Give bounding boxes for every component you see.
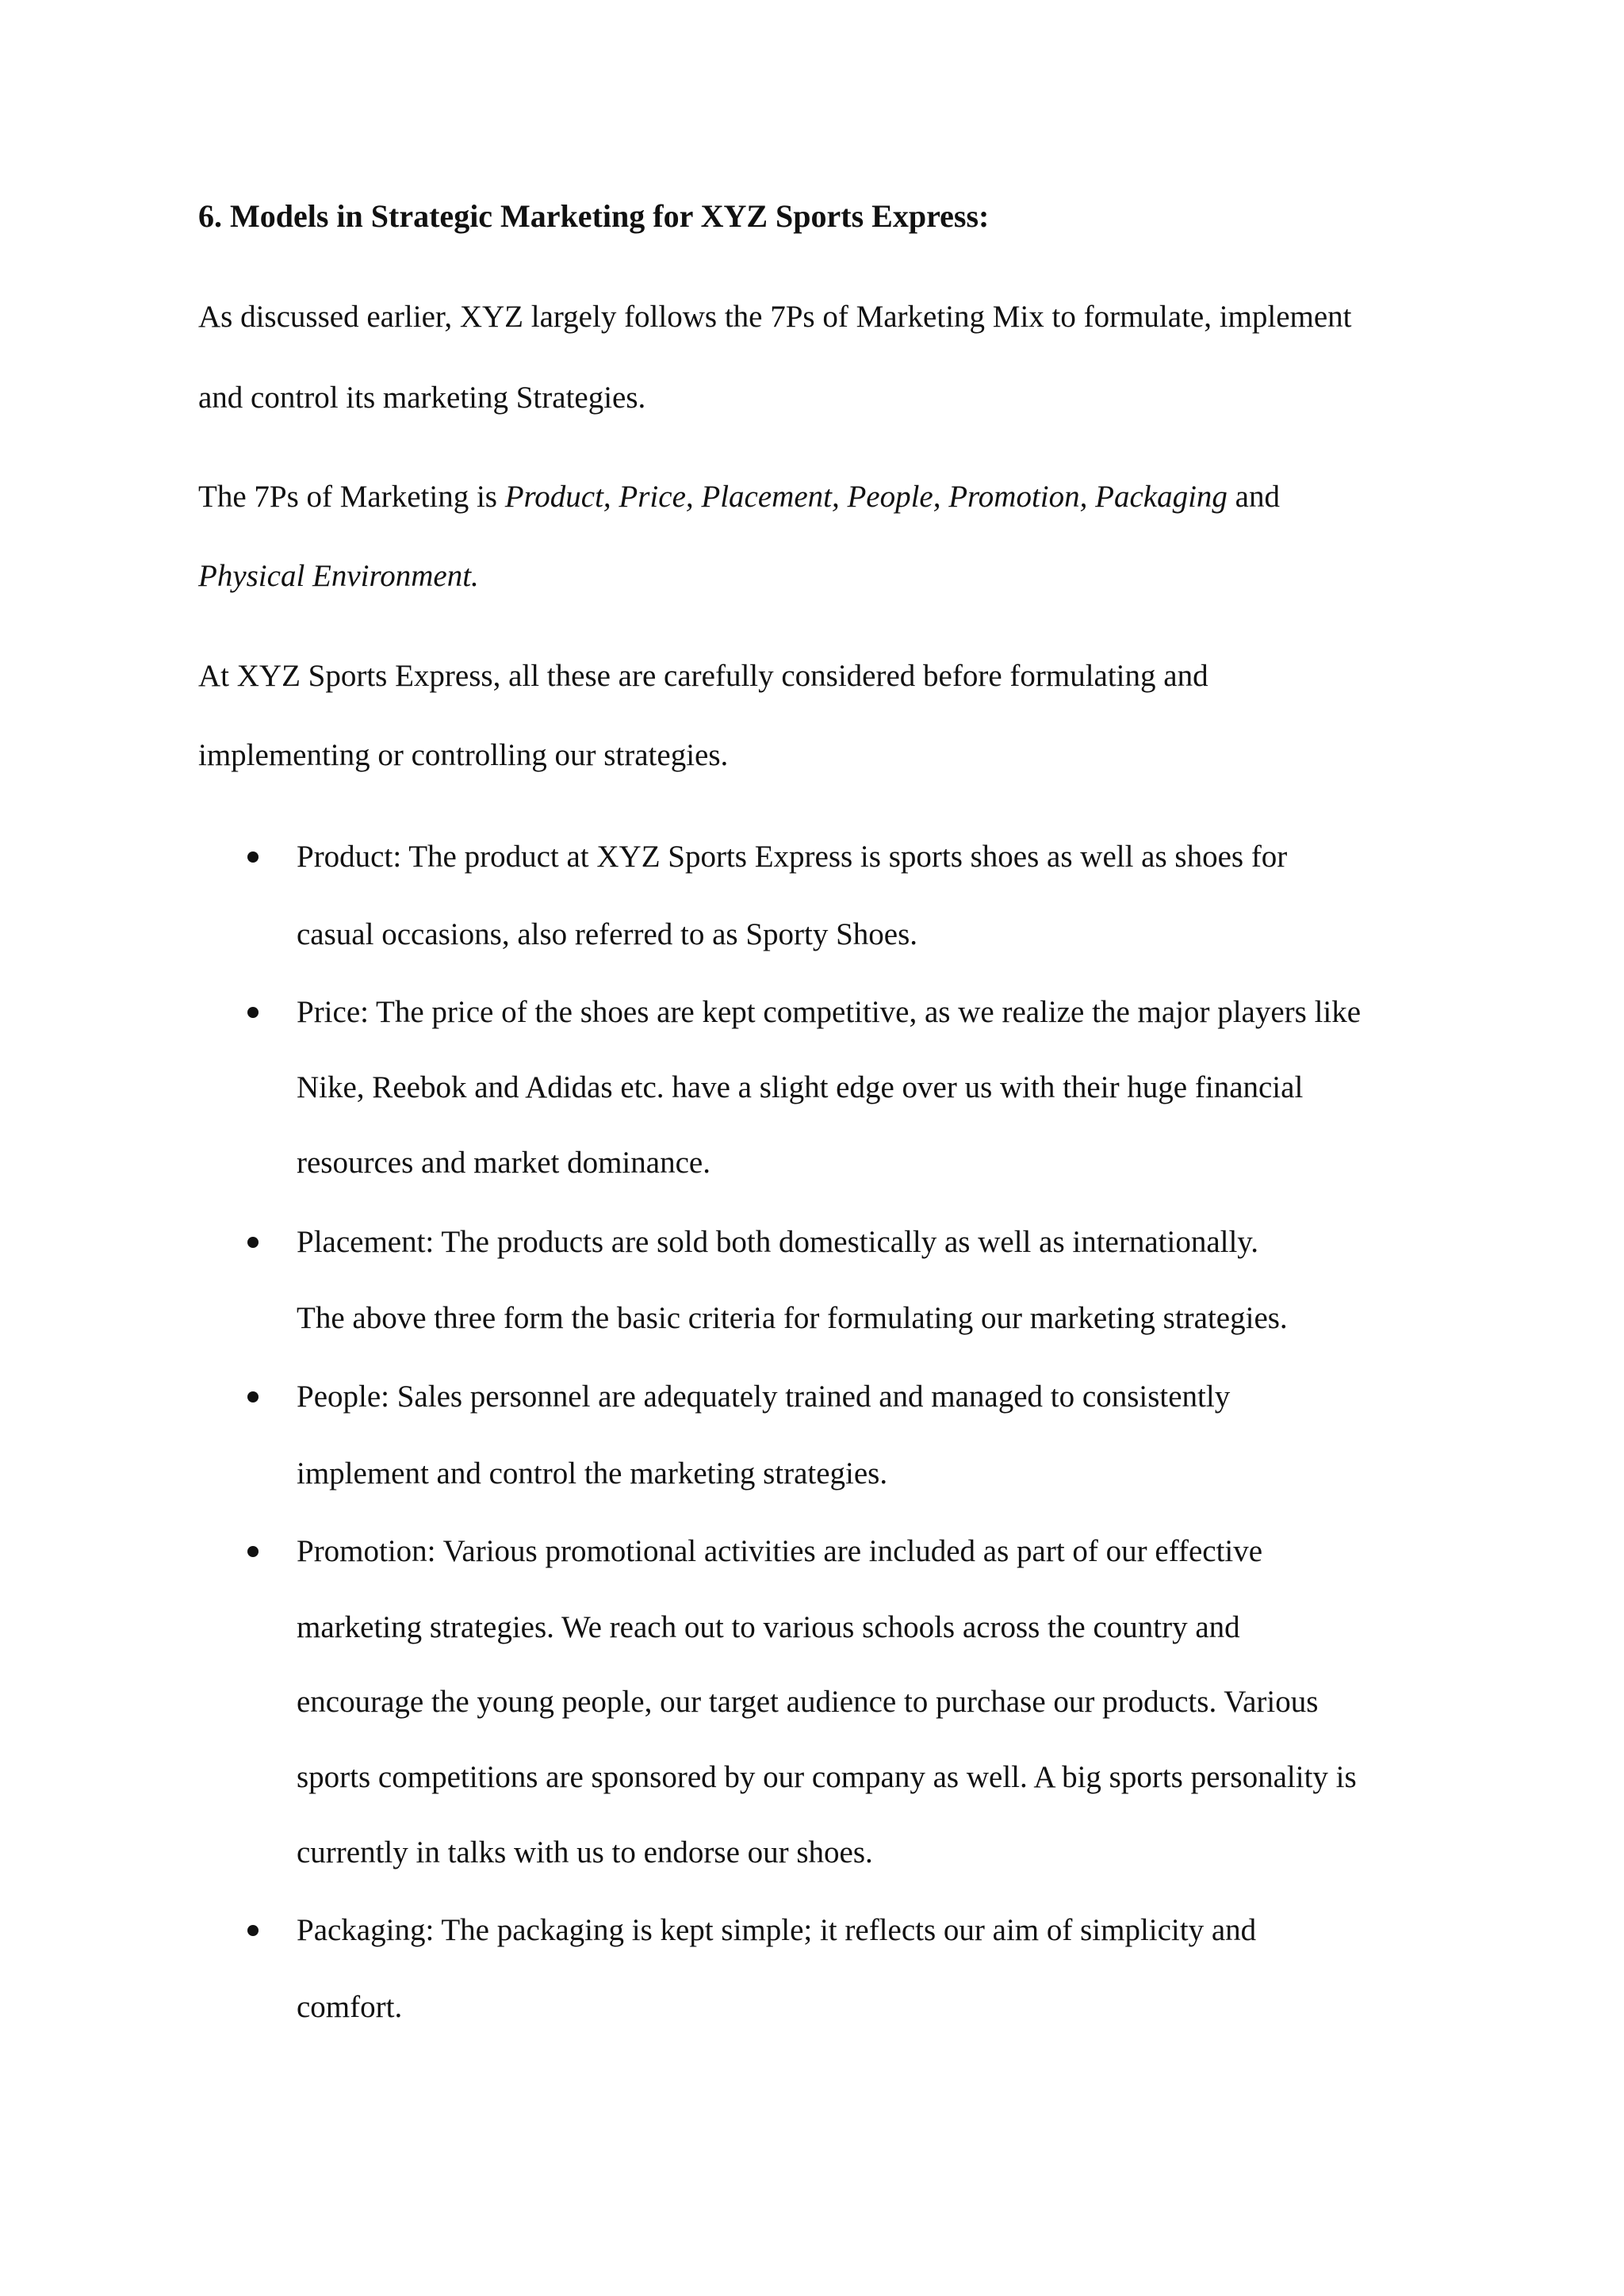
bullet-promotion-line-4: sports competitions are sponsored by our company as well. A big sports personality is <box>297 1760 1357 1794</box>
paragraph-2-line-1 <box>198 476 1280 519</box>
paragraph-1-line-1: As discussed earlier, XYZ largely follows the 7Ps of Marketing Mix to formulate, implement <box>198 300 1352 334</box>
bullet-people-line-2: implement and control the marketing strategies. <box>297 1456 888 1490</box>
bullet-icon <box>247 1237 259 1248</box>
paragraph-2-line-2 <box>198 555 479 598</box>
bullet-promotion-line-2: marketing strategies. We reach out to various schools across the country and <box>297 1610 1240 1644</box>
bullet-placement-line-1: Placement: The products are sold both domestically as well as internationally. <box>297 1225 1259 1259</box>
bullet-product-line-2: casual occasions, also referred to as Sporty Shoes. <box>297 917 918 951</box>
bullet-packaging-line-1: Packaging: The packaging is kept simple; it reflects our aim of simplicity and <box>297 1913 1257 1947</box>
bullet-placement-line-2: The above three form the basic criteria for formulating our marketing strategies. <box>297 1301 1288 1335</box>
paragraph-2-italic-end: Physical Environment. <box>198 559 479 593</box>
bullet-icon <box>247 1007 259 1018</box>
bullet-price-line-1: Price: The price of the shoes are kept competitive, as we realize the major players like <box>297 995 1362 1029</box>
paragraph-1-line-2: and control its marketing Strategies. <box>198 381 646 415</box>
paragraph-2-tail: and <box>1227 480 1280 514</box>
bullet-people-line-1: People: Sales personnel are adequately trained and managed to consistently <box>297 1380 1231 1414</box>
paragraph-2-italic-list: Product, Price, Placement, People, Promotion, Packaging <box>504 480 1228 514</box>
bullet-icon <box>247 851 259 863</box>
paragraph-3-line-2: implementing or controlling our strategies. <box>198 738 729 772</box>
section-heading: 6. Models in Strategic Marketing for XYZ Sports Express: <box>198 198 990 234</box>
bullet-price-line-2: Nike, Reebok and Adidas etc. have a slight edge over us with their huge financial <box>297 1070 1304 1104</box>
bullet-price-line-3: resources and market dominance. <box>297 1146 710 1180</box>
bullet-icon <box>247 1546 259 1557</box>
bullet-promotion-line-5: currently in talks with us to endorse our shoes. <box>297 1835 873 1869</box>
bullet-icon <box>247 1391 259 1402</box>
paragraph-3-line-1: At XYZ Sports Express, all these are carefully considered before formulating and <box>198 659 1208 693</box>
bullet-promotion-line-3: encourage the young people, our target audience to purchase our products. Various <box>297 1685 1319 1719</box>
bullet-packaging-line-2: comfort. <box>297 1990 403 2024</box>
paragraph-2-lead: The 7Ps of Marketing is <box>198 480 505 514</box>
bullet-icon <box>247 1925 259 1936</box>
bullet-promotion-line-1: Promotion: Various promotional activities are included as part of our effective <box>297 1534 1263 1568</box>
bullet-product-line-1: Product: The product at XYZ Sports Express is sports shoes as well as shoes for <box>297 840 1288 874</box>
